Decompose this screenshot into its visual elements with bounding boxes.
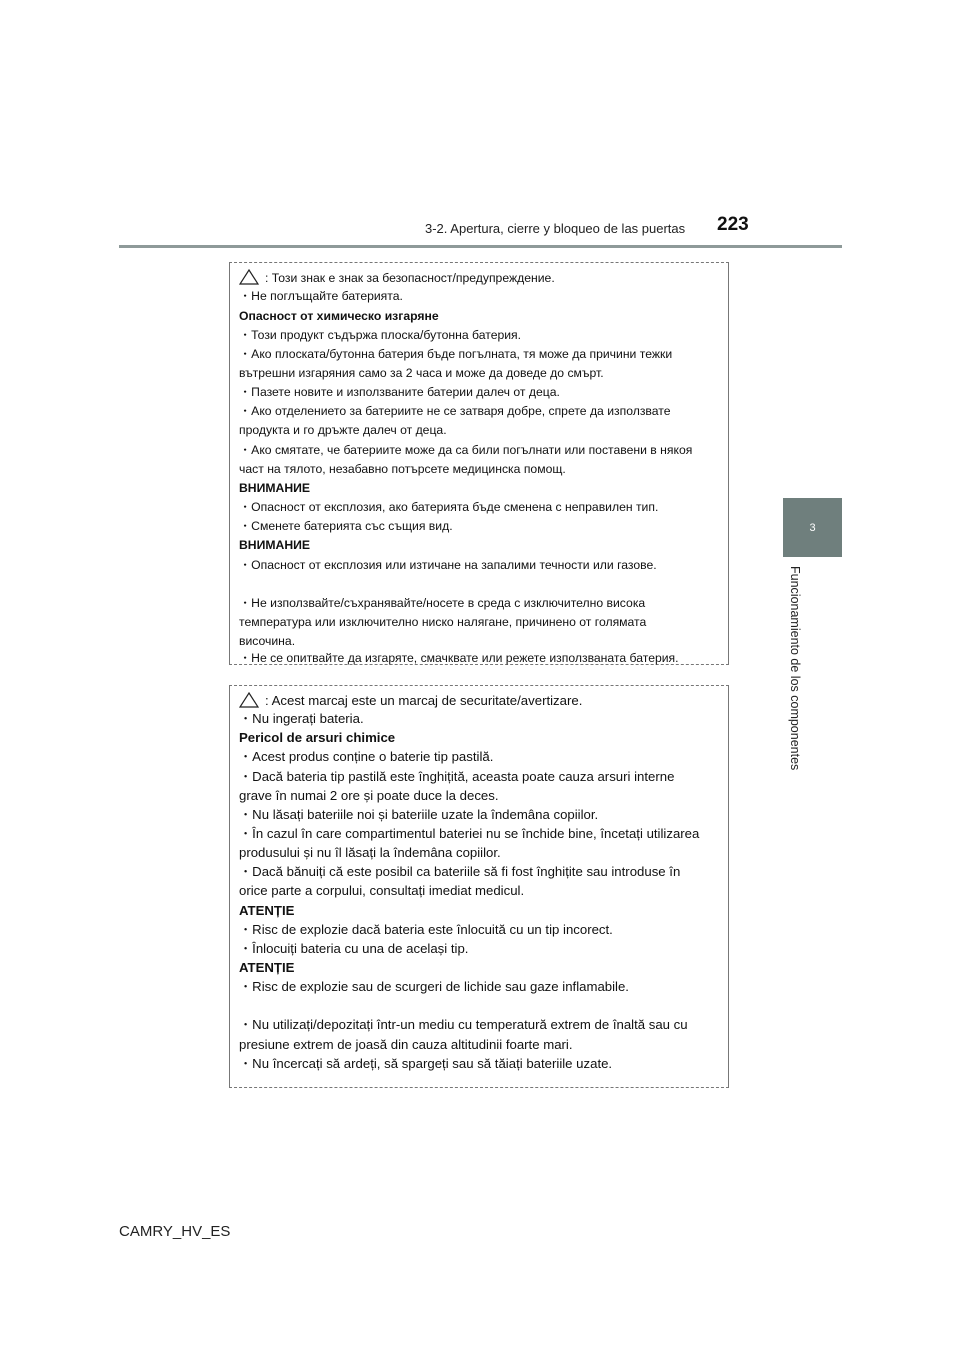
footer-model-code: CAMRY_HV_ES [119, 1223, 231, 1240]
text-line: ・Dacă bateria tip pastilă este înghițită, aceasta poate cauza arsuri interne [239, 769, 675, 784]
text-line: ・Този продукт съдържа плоска/бутонна батерия. [239, 328, 522, 342]
section-title: 3-2. Apertura, cierre y bloqueo de las puertas [425, 221, 686, 236]
text-line: ・Înlocuiți bateria cu una de același tip. [239, 941, 469, 956]
text-line: ・Nu încercați să ardeți, să spargeți sau să tăiați bateriile uzate. [239, 1056, 613, 1071]
subheading: ATENȚIE [239, 960, 295, 975]
warning-triangle-icon [239, 692, 259, 708]
text-line: ・Пазете новите и използваните батерии далеч от деца. [239, 385, 560, 399]
chapter-label-text: Funcionamiento de los componentes [788, 566, 802, 771]
text-line: ・Nu lăsați bateriile noi și bateriile uzate la îndemâna copiilor. [239, 807, 599, 822]
text-line: температура или изключително ниско налягане, причинено от голямата [239, 615, 647, 629]
text-line: ・Сменете батерията със същия вид. [239, 519, 453, 533]
text-line: ・În cazul în care compartimentul bateriei nu se închide bine, încetați utilizarea [239, 826, 700, 841]
text-line: ・Nu utilizați/depozitați într-un mediu cu temperatură extrem de înaltă sau cu [239, 1017, 688, 1032]
text-line: grave în numai 2 ore și poate duce la deces. [239, 788, 499, 803]
text-line: височина. [239, 634, 296, 648]
warning-heading-line [239, 692, 722, 708]
chapter-tab [783, 498, 842, 557]
header-divider [119, 245, 842, 248]
warning-box-bulgarian [229, 262, 729, 665]
text-line: presiune extrem de joasă din cauza altitudinii foarte mari. [239, 1037, 573, 1052]
subheading: ВНИМАНИЕ [239, 481, 311, 495]
chapter-label [783, 566, 807, 786]
text-line: ・Risc de explozie dacă bateria este înlocuită cu un tip incorect. [239, 922, 613, 937]
text-line: ・Ако смятате, че батериите може да са били погълнати или поставени в някоя [239, 443, 693, 457]
warning-heading-line [239, 269, 722, 285]
text-line: ・Nu ingerați bateria. [239, 711, 364, 726]
text-line: orice parte a corpului, consultați imediat medicul. [239, 883, 525, 898]
text-line: ・Ако плоската/бутонна батерия бъде погълната, тя може да причини тежки [239, 347, 673, 361]
text-line: част на тялото, незабавно потърсете медицинска помощ. [239, 462, 566, 476]
subheading: ВНИМАНИЕ [239, 538, 311, 552]
text-line: ・Опасност от експлозия или изтичане на запалими течности или газове. [239, 558, 657, 572]
warning-box-romanian [229, 685, 729, 1088]
text-line: ・Dacă bănuiți că este posibil ca bateriile să fi fost înghițite sau introduse în [239, 864, 681, 879]
warning-triangle-icon [239, 269, 259, 285]
text-line: ・Не се опитвайте да изгаряте, смачквате или режете използваната батерия. [239, 651, 679, 665]
text-line: вътрешни изгаряния само за 2 часа и може да доведе до смърт. [239, 366, 604, 380]
text-line: ・Опасност от експлозия, ако батерията бъде сменена с неправилен тип. [239, 500, 659, 514]
chapter-number: 3 [809, 521, 816, 534]
text-line: ・Risc de explozie sau de scurgeri de lichide sau gaze inflamabile. [239, 979, 629, 994]
text-line: ・Не поглъщайте батерията. [239, 289, 403, 303]
subheading: ATENȚIE [239, 903, 295, 918]
page-number: 223 [717, 214, 749, 235]
text-line: ・Ако отделението за батериите не се затваря добре, спрете да използвате [239, 404, 671, 418]
text-line: продукта и го дръжте далеч от деца. [239, 423, 447, 437]
text-line: ・Не използвайте/съхранявайте/носете в среда с изключително висока [239, 596, 646, 610]
warning-heading-text: : Acest marcaj este un marcaj de securitate/avertizare. [265, 693, 583, 708]
text-line: produsului și nu îl lăsați la îndemâna copiilor. [239, 845, 501, 860]
subheading: Опасност от химическо изгаряне [239, 309, 439, 323]
subheading: Pericol de arsuri chimice [239, 730, 396, 745]
warning-heading-text: : Този знак е знак за безопасност/предупреждение. [265, 271, 555, 285]
text-line: ・Acest produs conține o baterie tip pastilă. [239, 749, 494, 764]
